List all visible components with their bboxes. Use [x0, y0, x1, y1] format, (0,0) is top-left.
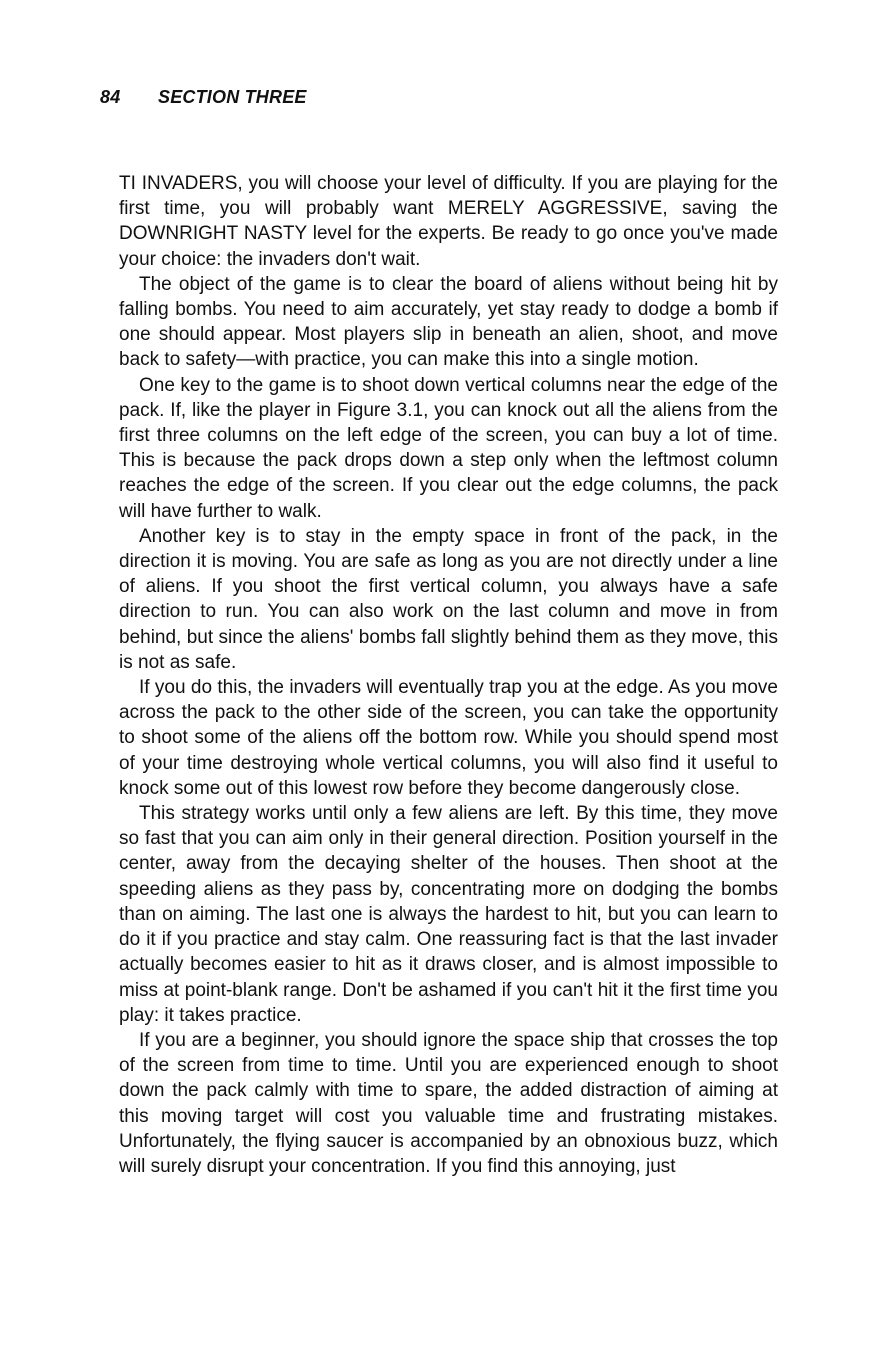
paragraph-5: If you do this, the invaders will eventually trap you at the edge. As you move across the pack to the other side of the screen, you can take the opportunity to shoot some of the aliens off the bottom row. While you should spend most of your time destroying whole vertical columns, you will also find it useful to knock some out of this lowest row before they become dangerously close. — [119, 677, 778, 799]
paragraph-6: This strategy works until only a few aliens are left. By this time, they move so fast that you can aim only in their general direction. Position yourself in the center, away from the decaying shelter of the houses. Then shoot at the speeding aliens as they pass by, concentrating more on dodging the bombs than on aiming. The last one is always the hardest to hit, but you can learn to do it if you practice and stay calm. One reassuring fact is that the last invader actually becomes easier to hit as it draws closer, and is almost impossible to miss at point-blank range. Don't be ashamed if you can't hit it the first time you play: it takes practice. — [119, 803, 778, 1026]
running-head — [100, 87, 307, 108]
section-title: SECTION THREE — [158, 87, 307, 107]
paragraph-3: One key to the game is to shoot down vertical columns near the edge of the pack. If, like the player in Figure 3.1, you can knock out all the aliens from the first three columns on the left edge of the screen, you can buy a lot of time. This is because the pack drops down a step only when the leftmost column reaches the edge of the screen. If you clear out the edge columns, the pack will have further to walk. — [119, 374, 778, 522]
paragraph-1: TI INVADERS, you will choose your level of difficulty. If you are playing for the first time, you will probably want MERELY AGGRESSIVE, saving the DOWNRIGHT NASTY level for the experts. Be ready to go once you've made your choice: the invaders don't wait. — [119, 173, 778, 270]
paragraph-4: Another key is to stay in the empty space in front of the pack, in the direction it is moving. You are safe as long as you are not directly under a line of aliens. If you shoot the first vertical column, you always have a safe direction to run. You can also work on the last column and move in from behind, but since the aliens' bombs fall slightly behind them as they move, this is not as safe. — [119, 525, 778, 673]
paragraph-7: If you are a beginner, you should ignore the space ship that crosses the top of the screen from time to time. Until you are experienced enough to shoot down the pack calmly with time to spare, the added distraction of aiming at this moving target will cost you valuable time and frustrating mistakes. Unfortunately, the flying saucer is accompanied by an obnoxious buzz, which will surely disrupt your concentration. If you find this annoying, just — [119, 1029, 778, 1177]
page-number: 84 — [100, 87, 121, 107]
body-text — [119, 171, 778, 1179]
paragraph-2: The object of the game is to clear the board of aliens without being hit by falling bombs. You need to aim accurately, yet stay ready to dodge a bomb if one should appear. Most players slip in beneath an alien, shoot, and move back to safety—with practice, you can make this into a single motion. — [119, 273, 778, 371]
